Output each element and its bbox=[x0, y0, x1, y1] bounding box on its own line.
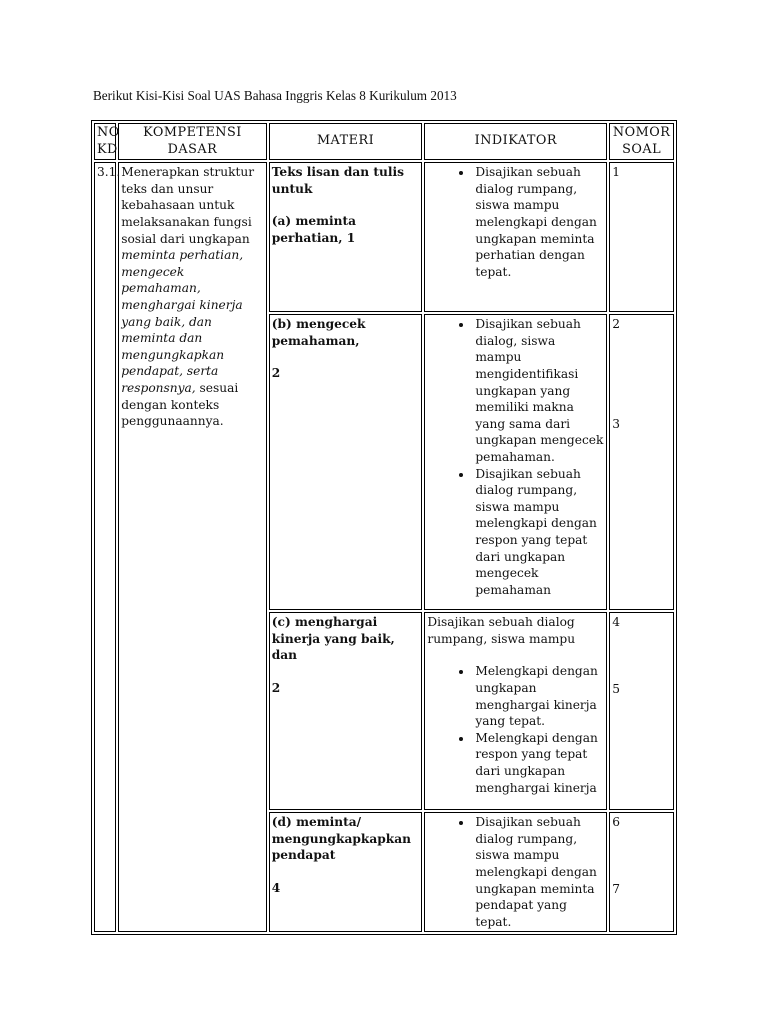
header-nomor-soal: NOMOR SOAL bbox=[609, 123, 674, 160]
indikator-list bbox=[427, 814, 604, 930]
kisi-kisi-table bbox=[91, 120, 677, 935]
nomor-soal: 5 bbox=[612, 681, 621, 696]
indikator-item: • Melengkapi dengan ungkapan menghargai kinerja yang tepat. bbox=[473, 663, 604, 729]
indikator-cell bbox=[424, 612, 607, 810]
materi-cell bbox=[269, 314, 423, 610]
materi-item: (d) meminta/ mengungkapkapkan pendapat bbox=[271, 815, 411, 863]
indikator-item: • Disajikan sebuah dialog rumpang, siswa mampu melengkapi dengan respon yang tepat dari ungkapan mengecek pemahaman bbox=[473, 466, 604, 599]
indikator-list bbox=[427, 316, 604, 598]
header-no-kd: NO KD bbox=[94, 123, 116, 160]
nomor-soal: 6 bbox=[612, 815, 621, 830]
materi-item: (a) meminta perhatian, 1 bbox=[271, 214, 357, 245]
indikator-cell bbox=[424, 162, 607, 312]
kd-text-italic: meminta perhatian, mengecek pemahaman, menghargai kinerja yang baik, dan meminta dan mengungkapkan pendapat, serta responsnya, bbox=[121, 248, 244, 395]
materi-item: (c) menghargai kinerja yang baik, dan bbox=[271, 615, 395, 663]
indikator-item: • Disajikan sebuah dialog rumpang, siswa mampu melengkapi dengan ungkapan meminta pendapat yang tepat. bbox=[473, 814, 604, 930]
nomor-soal: 7 bbox=[612, 881, 621, 896]
indikator-cell bbox=[424, 812, 607, 932]
indikator-item: • Melengkapi dengan respon yang tepat dari ungkapan menghargai kinerja bbox=[473, 730, 604, 796]
indikator-item: • Disajikan sebuah dialog rumpang, siswa mampu melengkapi dengan ungkapan meminta perhatian dengan tepat. bbox=[473, 164, 604, 280]
nomor-soal: 2 bbox=[612, 317, 621, 332]
materi-cell bbox=[269, 162, 423, 312]
nomor-cell bbox=[609, 612, 674, 810]
nomor-cell bbox=[609, 314, 674, 610]
nomor-soal: 1 bbox=[612, 165, 621, 180]
indikator-intro: Disajikan sebuah dialog rumpang, siswa mampu bbox=[427, 615, 576, 646]
kd-text-plain: Menerapkan struktur teks dan unsur kebahasaan untuk melaksanakan fungsi sosial dari ungkapan bbox=[121, 165, 255, 246]
materi-cell bbox=[269, 612, 423, 810]
indikator-cell bbox=[424, 314, 607, 610]
indikator-list bbox=[427, 164, 604, 280]
header-kompetensi-dasar: KOMPETENSI DASAR bbox=[118, 123, 267, 160]
header-materi: MATERI bbox=[269, 123, 423, 160]
indikator-list bbox=[427, 663, 604, 796]
materi-number: 2 bbox=[271, 680, 281, 695]
document-title: Berikut Kisi-Kisi Soal UAS Bahasa Inggris Kelas 8 Kurikulum 2013 bbox=[93, 88, 457, 103]
materi-item: (b) mengecek pemahaman, bbox=[271, 317, 366, 348]
table-row bbox=[94, 162, 674, 312]
nomor-cell bbox=[609, 812, 674, 932]
materi-cell bbox=[269, 812, 423, 932]
nomor-soal: 4 bbox=[612, 615, 621, 630]
kd-text-plain-end: sesuai dengan konteks penggunaannya. bbox=[121, 380, 239, 429]
kd-number: 3.1. bbox=[94, 162, 116, 932]
kompetensi-dasar-text bbox=[118, 162, 267, 932]
materi-lead: Teks lisan dan tulis untuk bbox=[271, 165, 404, 196]
materi-number: 4 bbox=[271, 880, 281, 895]
materi-number: 2 bbox=[271, 366, 281, 381]
header-indikator: INDIKATOR bbox=[424, 123, 607, 160]
table-header-row bbox=[94, 123, 674, 160]
indikator-item: • Disajikan sebuah dialog, siswa mampu mengidentifikasi ungkapan yang memiliki makna yang sama dari ungkapan mengecek pemahaman. bbox=[473, 316, 604, 465]
nomor-cell bbox=[609, 162, 674, 312]
nomor-soal: 3 bbox=[612, 416, 621, 431]
